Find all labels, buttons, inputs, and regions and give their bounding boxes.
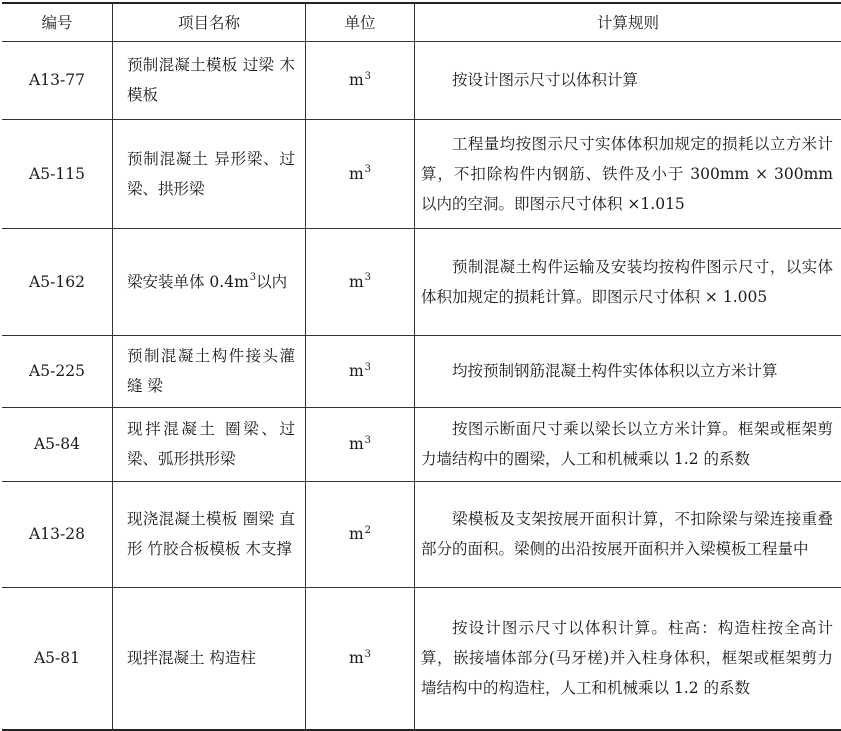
unit-exponent: 3 [364,434,372,446]
unit-base: m [348,435,364,453]
rule-text: 按设计图示尺寸以体积计算 [452,71,639,89]
name-text: 预制混凝土模板 过梁 木模板 [127,56,295,104]
calculation-rules-table-wrapper [2,2,838,731]
cell-unit [306,481,415,587]
code-text: A5-225 [29,362,85,380]
unit-exponent: 3 [364,164,372,176]
header-row [2,3,841,41]
unit-text [349,159,371,189]
rule-text: 工程量均按图示尺寸实体体积加规定的损耗以立方米计算，不扣除构件内钢筋、铁件及小于 300mm × 300mm 以内的空洞。即图示尺寸体积 ×1.015 [421,134,833,213]
code-text: A5-81 [33,649,80,668]
code-text: A13-28 [29,525,85,543]
table-body [2,41,841,730]
rule-text: 预制混凝土构件运输及安装均按构件图示尺寸，以实体体积加规定的损耗计算。即图示尺寸体积 × 1.005 [421,257,833,306]
rule-text: 梁模板及支架按展开面积计算，不扣除梁与梁连接重叠部分的面积。梁侧的出沿按展开面积并入梁模板工程量中 [421,510,833,558]
cell-code [2,41,113,119]
cell-rule [415,407,841,481]
cell-rule [415,587,841,730]
cell-unit [306,335,415,407]
name-text [113,267,305,297]
name-text: 预制混凝土构件接头灌缝 梁 [127,347,295,395]
cell-name [113,407,306,481]
unit-exponent: 2 [364,524,372,536]
cell-code [2,587,113,730]
cell-name [113,41,306,119]
cell-unit [306,228,415,335]
cell-rule [415,119,841,228]
cell-rule [415,41,841,119]
name-tail: 以内 [256,272,288,291]
table-row [2,587,841,730]
name-exponent: 3 [249,272,257,284]
cell-code [2,228,113,335]
unit-base: m [348,649,364,668]
cell-name [113,228,306,335]
unit-text [349,643,371,673]
cell-code [2,407,113,481]
calculation-rules-table [2,2,841,731]
unit-base: m [348,362,364,380]
code-text: A5-115 [29,164,85,183]
name-main: 梁安装单体 0.4m [127,272,249,291]
table-row [2,407,841,481]
unit-text [349,356,371,386]
cell-name [113,335,306,407]
cell-rule [415,335,841,407]
cell-code [2,481,113,587]
cell-rule [415,481,841,587]
header-code: 编号 [2,3,113,41]
table-row [2,41,841,119]
rule-text: 按图示断面尺寸乘以梁长以立方米计算。框架或框架剪力墙结构中的圈梁，人工和机械乘以 1.2 的系数 [421,420,833,468]
cell-code [2,119,113,228]
table-row [2,228,841,335]
cell-name [113,587,306,730]
name-text: 现拌混凝土 圈梁、过梁、弧形拱形梁 [127,420,295,468]
cell-name [113,119,306,228]
unit-exponent: 3 [364,649,372,661]
cell-unit [306,119,415,228]
header-name: 项目名称 [113,3,306,41]
unit-base: m [348,164,364,183]
unit-text [349,65,371,95]
unit-exponent: 3 [364,361,372,373]
rule-text: 均按预制钢筋混凝土构件实体体积以立方米计算 [452,362,778,380]
cell-unit [306,407,415,481]
header-rule: 计算规则 [415,3,841,41]
table-header [2,3,841,41]
unit-text [349,519,371,549]
unit-exponent: 3 [364,272,372,284]
unit-base: m [348,272,364,291]
unit-base: m [348,71,364,89]
table-row [2,119,841,228]
unit-text [349,267,371,297]
cell-name [113,481,306,587]
cell-unit [306,41,415,119]
name-text: 现浇混凝土模板 圈梁 直形 竹胶合板模板 木支撑 [127,510,295,558]
unit-text [349,429,371,459]
unit-base: m [348,525,364,543]
table-row [2,335,841,407]
name-text: 现拌混凝土 构造柱 [127,649,256,668]
header-unit: 单位 [306,3,415,41]
cell-unit [306,587,415,730]
rule-text: 按设计图示尺寸以体积计算。柱高：构造柱按全高计算，嵌接墙体部分(马牙槎)并入柱身体积，框架或框架剪力墙结构中的构造柱，人工和机械乘以 1.2 的系数 [421,619,833,698]
cell-rule [415,228,841,335]
code-text: A13-77 [29,71,85,89]
code-text: A5-162 [29,272,85,291]
unit-exponent: 3 [364,70,372,82]
code-text: A5-84 [33,435,80,453]
name-text: 预制混凝土 异形梁、过梁、拱形梁 [127,149,295,198]
cell-code [2,335,113,407]
table-row [2,481,841,587]
